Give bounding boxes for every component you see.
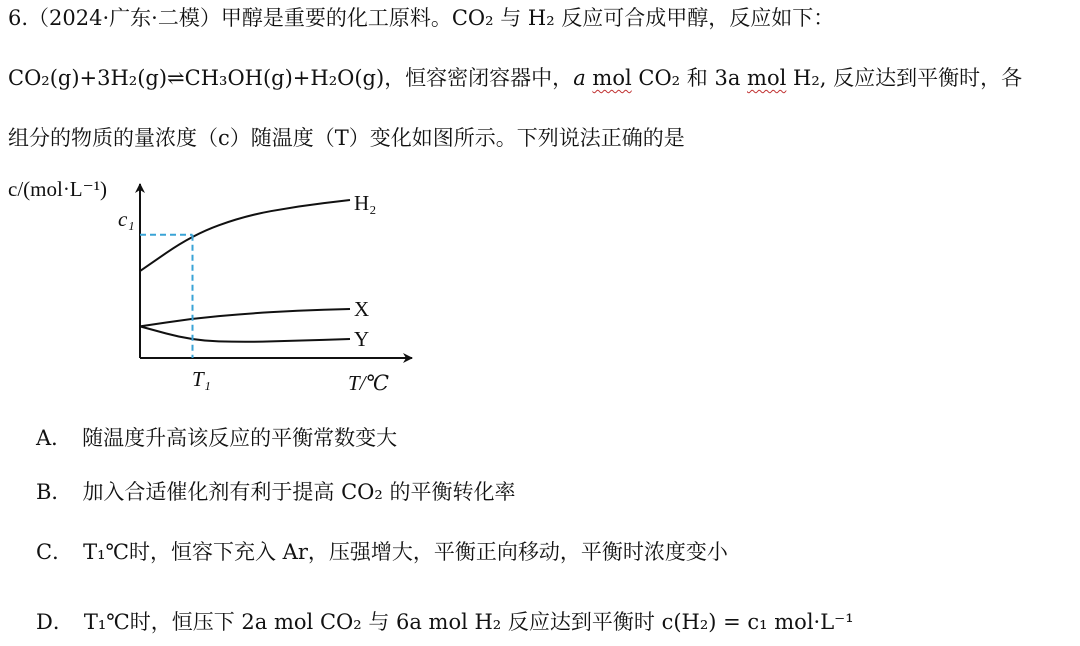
c1-tick-label: c₁ <box>118 207 135 231</box>
y-axis-label: c/(mol·L⁻¹) <box>8 177 108 201</box>
series-label-y: Y <box>354 327 370 352</box>
series-layer <box>140 200 350 342</box>
reactant-h2: H₂, <box>793 66 827 90</box>
condition-prefix: ，恒容密闭容器中， <box>384 66 574 90</box>
series-label-h2: H₂ <box>354 191 377 215</box>
x-axis-label: T/℃ <box>348 371 390 395</box>
option-c-text: T₁℃时，恒容下充入 Ar，压强增大，平衡正向移动，平衡时浓度变小 <box>83 540 728 564</box>
series-label-x: X <box>354 297 370 322</box>
question-number: 6. <box>8 6 29 30</box>
option-d-text: T₁℃时，恒压下 2a mol CO₂ 与 6a mol H₂ 反应达到平衡时 c(H₂) = c₁ mol·L⁻¹ <box>83 610 854 634</box>
unit-mol-1: mol <box>592 66 632 90</box>
option-b[interactable] <box>36 478 516 506</box>
question-line3: 组分的物质的量浓度（c）随温度（T）变化如图所示。下列说法正确的是 <box>8 126 685 150</box>
t1-tick-label: T₁ <box>192 367 211 391</box>
conjunction-and: 和 <box>686 66 708 90</box>
option-c[interactable] <box>36 538 728 566</box>
condition-suffix: 反应达到平衡时，各 <box>833 66 1023 90</box>
option-a-letter: A． <box>36 426 73 450</box>
question-intro: 甲醇是重要的化工原料。CO₂ 与 H₂ 反应可合成甲醇，反应如下： <box>220 6 835 30</box>
concentration-temperature-chart <box>0 172 430 397</box>
option-c-letter: C． <box>36 540 74 564</box>
question-source: （2024·广东·二模） <box>28 6 221 30</box>
option-a[interactable] <box>36 424 397 452</box>
question-equation-line <box>8 64 1022 92</box>
question-header <box>8 4 834 32</box>
unit-mol-2: mol <box>747 66 787 90</box>
option-b-text: 加入合适催化剂有利于提高 CO₂ 的平衡转化率 <box>82 480 516 504</box>
option-d[interactable] <box>36 608 854 636</box>
option-d-letter: D． <box>36 610 74 634</box>
curve-x <box>140 309 350 326</box>
option-b-letter: B． <box>36 480 73 504</box>
amount-3a: 3a <box>714 66 741 90</box>
amount-a: a <box>573 66 586 90</box>
curve-y <box>140 326 350 341</box>
reaction-equation: CO₂(g)+3H₂(g)⇌CH₃OH(g)+H₂O(g) <box>8 66 385 90</box>
option-a-text: 随温度升高该反应的平衡常数变大 <box>82 426 398 450</box>
reactant-co2: CO₂ <box>638 66 681 90</box>
